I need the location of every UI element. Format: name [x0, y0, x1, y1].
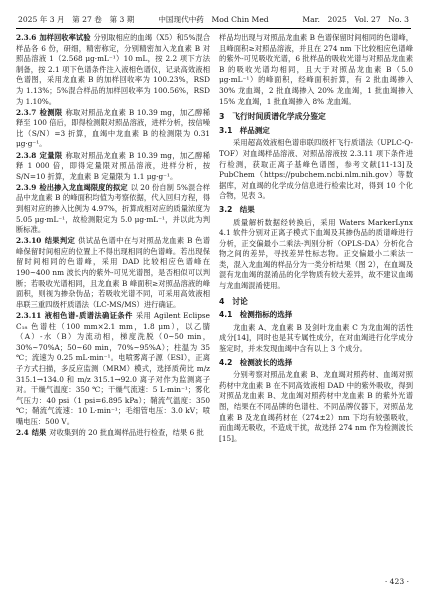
section-title: 检测限 [39, 107, 63, 117]
section-text: 称取对照品龙血素 B 10.39 mg，加乙醇稀释 1 000 倍，即得定量限对照品溶液，进样分析，按 S/N=10 折算，龙血素 B 定量限为 1.1 μg·g⁻¹。 [16, 150, 210, 181]
section-title: 结果判定 [44, 236, 76, 246]
left-column [16, 33, 210, 439]
page-number: · 423 · [384, 577, 409, 586]
section-number: 2.3.6 [16, 33, 37, 42]
subsection-heading: 3.1 样品测定 [219, 125, 270, 135]
header-volume: Mar. 2025 Vol. 27 No. 3 [302, 15, 409, 24]
section-text: 对收集到的 20 批血竭样品进行检查，结果 6 批 [49, 427, 204, 437]
body-paragraph: 采用超高效液相色谱串联四级杆飞行质谱法（UPLC-Q-TOF）对血竭样品溶液、对照品溶液按 2.3.11 项下条件进行检测，获取正离子基峰色谱图，参考文献[11-13]及 PubChem（https://pubchem.ncbi.nlm.nih.gov）等数据库，对血竭的化学成分信息进行检索比对，得到 10 个化合物，见表 3。 [219, 138, 413, 201]
section-number: 2.4 [16, 427, 29, 437]
section-title: 液相色谱-质谱法确证条件 [44, 310, 133, 320]
section-title: 结果 [31, 427, 47, 437]
section-number: 2.3.10 [16, 236, 42, 246]
section-number: 2.3.8 [16, 150, 37, 160]
paragraph-2-4 [16, 428, 210, 439]
body-paragraph: 分别考察对照品龙血素 B、龙血竭对照药材、血竭对照药材中龙血素 B 在不同高效液相 DAD 中的紫外吸收，得到对照品龙血素 B、龙血竭对照药材中龙血素 B 的紫外光谱图，结果在不同品牌的色谱柱、不同品牌仪器下，对照品龙血素 B 及龙血竭药材在（274±2）nm 下均有较强吸收，而血竭无吸收，不造成干扰，故选择 274 nm 作为检测波长[15]。 [219, 370, 413, 443]
section-text: 供试品色谱中在与对照品龙血素 B 色谱峰保留时间相应的位置上不得出现相同的色谱峰。若出现保留时间相同的色谱峰，采用 DAD 比较相应色谱峰在 190~400 nm 波长内的紫外-可见光谱图，是否相似可以判断；若吸收光谱相同，且龙血素 B 峰面积≥对照品溶液的峰面积，则视为掺杂伪品；若吸收光谱不同，可采用高效液相串联三重四级杆质谱法（LC-MS/MS）进行确证。 [16, 236, 211, 309]
section-title: 加样回收率试验 [39, 33, 91, 42]
section-heading: 3 飞行时间质谱化学成分鉴定 [219, 112, 326, 122]
section-number: 2.3.9 [16, 182, 37, 192]
section-heading: 4 讨论 [219, 296, 248, 306]
body-paragraph: 质量解析数据经转换后，采用 Waters MarkerLynx 4.1 软件分别对正离子模式下血竭及其掺伪品的质谱峰进行分析，正交偏最小二乘法-判别分析（OPLS-DA）分析化合物之间的差异，寻找差异性标志物。正交偏最小二乘法一类，混入龙血竭的样品分为一类分析结果（图 2），在血竭及混有龙血竭的混淆品的化学物质有较大差异，故不建议血竭与龙血竭混淆使用。 [219, 217, 413, 291]
paragraph-2-3-8 [16, 151, 210, 183]
section-number: 2.3.7 [16, 107, 37, 117]
header-issue: 2025 年 3 月 第 27 卷 第 3 期 [18, 15, 135, 24]
paragraph-2-3-6 [16, 33, 210, 107]
section-text: 分别取相应的血竭（X5）和5%混合样品各 6 份，研细，精密称定，分别精密加入龙血素 B 对照品溶液 1（2.568 μg·mL⁻¹）10 mL，按 2.2 项下方法制备，按 2.1 项下色谱条件注入液相色谱仪，记录高效液相色谱图，采用龙血素 B 的加样回收率为 100.23%，RSD 为 1.13%；5%混合样品的加样回收率为 100.56%，RSD 为 1.10%。 [16, 33, 210, 106]
running-header [16, 10, 411, 29]
paragraph-2-3-10 [16, 236, 210, 310]
subsection-heading: 4.1 检测指标的选择 [219, 310, 293, 320]
section-title: 检出掺入龙血竭限度的拟定 [39, 182, 128, 192]
section-text: 采用 Agilent Eclipse C₁₈ 色谱柱（100 mm×2.1 mm，1.8 μm），以乙腈（A）-水（B）为流动相，梯度洗脱（0~50 min，30%~70%A；50~60 min，70%~95%A）；柱温为 35 ℃；流速为 0.25 mL·min⁻¹。电喷雾离子源（ESI），正离子方式扫描，多反应监测（MRM）模式，选择质荷比 m/z 315.1→134.0 和 m/z 315.1→92.0 离子对作为监测离子对。干燥气温度：350 ℃；干燥气流速：5 L·min⁻¹；雾化气压力：40 psi（1 psi=6.895 kPa）；鞘流气温度：350 ℃；鞘流气流速：10 L·min⁻¹；毛细管电压：3.0 kV；喷嘴电压：500 V。 [16, 310, 210, 426]
paragraph-2-3-9 [16, 183, 210, 236]
section-text: 以 20 份自制 5%混合样品中龙血素 B 的峰面积均值为考察依据，代入回归方程，得到相对应的掺入比例为 4.97%，折算成相对应的质量浓度为 5.05 μg·mL⁻¹，故检测限定为 5.0 μg·mL⁻¹，并以此为判断标准。 [16, 182, 211, 235]
paragraph-2-3-11 [16, 311, 210, 428]
body-paragraph: 样品均出现与对照品龙血素 B 色谱保留时间相同的色谱峰，且峰面积≥对照品溶液，并且在 274 nm 下比较相应色谱峰的紫外-可见吸收光谱，6 批样品的吸收光谱与对照品龙血素 B 的吸收光谱均相同，且大于对照品龙血素 B（5.0 μg·mL⁻¹）的峰面积，经峰面积折算，有 2 批血竭掺入 30% 龙血竭，2 批血竭掺入 20% 龙血竭，1 批血竭掺入 15% 龙血竭，1 批血竭掺入 8% 龙血竭。 [219, 33, 413, 106]
right-column [219, 33, 413, 445]
section-number: 2.3.11 [16, 310, 42, 320]
subsection-heading: 4.2 检测波长的选择 [219, 357, 293, 367]
paragraph-2-3-7 [16, 108, 210, 150]
body-paragraph: 龙血素 A、龙血素 B 及剑叶龙血素 C 为龙血竭的活性成分[14]，同时也是其专属性成分，在对血竭进行化学成分鉴定时，并未发现血竭中含有以上 3 个成分。 [219, 322, 413, 354]
section-text: 称取对照品龙血素 B 10.39 mg，加乙醇稀释至 100 倍后，即得检测限对照品溶液，进样分析，按信噪比（S/N）=3 折算，血竭中龙血素 B 的检测限为 0.31 μg·g⁻¹。 [16, 107, 210, 149]
header-journal: 中国现代中药 Mod Chin Med [158, 15, 269, 24]
section-title: 定量限 [39, 150, 63, 160]
subsection-heading: 3.2 结果 [219, 204, 255, 214]
